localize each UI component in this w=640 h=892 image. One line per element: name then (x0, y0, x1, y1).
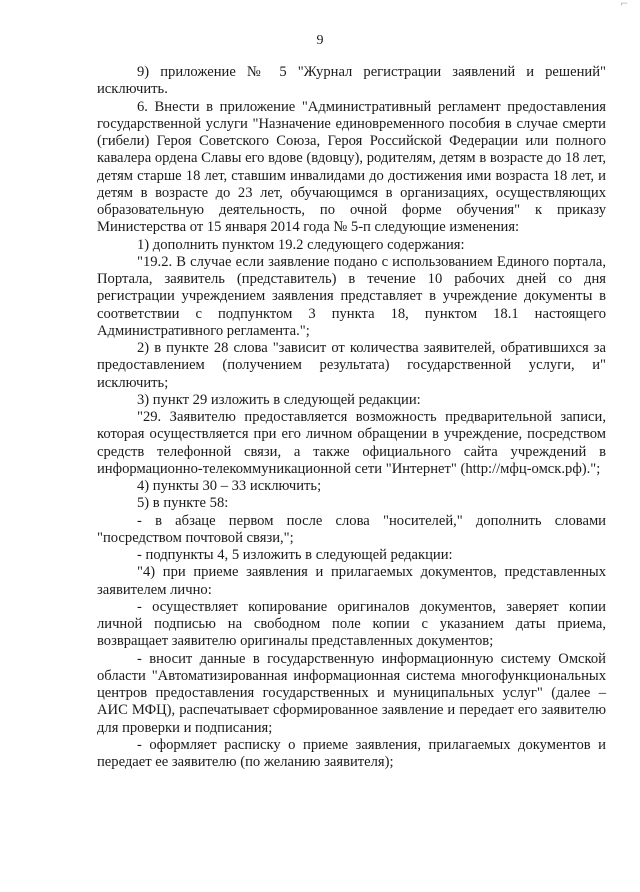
paragraph-item-9-exclude-journal: 9) приложение № 5 "Журнал регистрации заявлений и решений" исключить. (97, 64, 606, 98)
paragraph-subpoint-4: "4) при приеме заявления и прилагаемых документов, представленных заявителем лично: (97, 564, 606, 598)
paragraph-ais-mfc: - вносит данные в государственную информационную систему Омской области "Автоматизированная информационная система многофункциональных центров предоставления государственных и муниципальных услуг" (далее – АИС МФЦ), распечатывает сформированное заявление и передает его заявителю для проверки и подписания; (97, 650, 606, 736)
paragraph-section-6-intro: 6. Внести в приложение "Административный регламент предоставления государственной услуги "Назначение единовременного пособия в случае смерти (гибели) Героя Советского Союза, Героя Российской Федерации или полного кавалера ордена Славы его вдове (вдовцу), родителям, детям в возрасте до 18 лет, детям старше 18 лет, ставшим инвалидами до достижения ими возраста 18 лет, и детям в возрасте до 23 лет, обучающимся в организациях, осуществляющих образовательную деятельность, по очной форме обучения" к приказу Министерства от 15 января 2014 года № 5-п следующие изменения: (97, 98, 606, 236)
paragraph-receipt: - оформляет расписку о приеме заявления, прилагаемых документов и передает ее заявителю (по желанию заявителя); (97, 736, 606, 770)
paragraph-point-19-2: "19.2. В случае если заявление подано с использованием Единого портала, Портала, заявитель (представитель) в течение 10 рабочих дней со дня регистрации учреждением заявления представляет в учреждение документы в соответствии с подпунктом 3 пункта 18, пунктом 18.1 настоящего Административного регламента."; (97, 253, 606, 339)
document-body (97, 64, 606, 771)
paragraph-point-58-first-abzac: - в абзаце первом после слова "носителей," дополнить словами "посредством почтовой связи,"; (97, 512, 606, 546)
paragraph-change-5: 5) в пункте 58: (137, 495, 229, 512)
paragraph-point-58-subpoints: - подпункты 4, 5 изложить в следующей редакции: (137, 547, 453, 563)
page-number: 9 (316, 33, 324, 48)
paragraph-change-3: 3) пункт 29 изложить в следующей редакции: (137, 391, 421, 408)
corner-scan-mark-icon: ⌐ (620, 0, 629, 10)
paragraph-change-2: 2) в пункте 28 слова "зависит от количества заявителей, обратившихся за предоставлением (получением результата) государственной услуги, и" исключить; (97, 340, 606, 391)
paragraph-change-1: 1) дополнить пунктом 19.2 следующего содержания: (137, 236, 465, 253)
paragraph-change-4: 4) пункты 30 – 33 исключить; (137, 478, 322, 494)
paragraph-copying-originals: - осуществляет копирование оригиналов документов, заверяет копии личной подписью на свободном поле копии с указанием даты приема, возвращает заявителю оригиналы представленных документов; (97, 598, 606, 650)
paragraph-point-29: "29. Заявителю предоставляется возможность предварительной записи, которая осуществляется при его личном обращении в учреждение, посредством средств телефонной связи, а также официального сайта учреждений в информационно-телекоммуникационной сети "Интернет" (http://мфц-омск.рф)."; (97, 409, 606, 477)
